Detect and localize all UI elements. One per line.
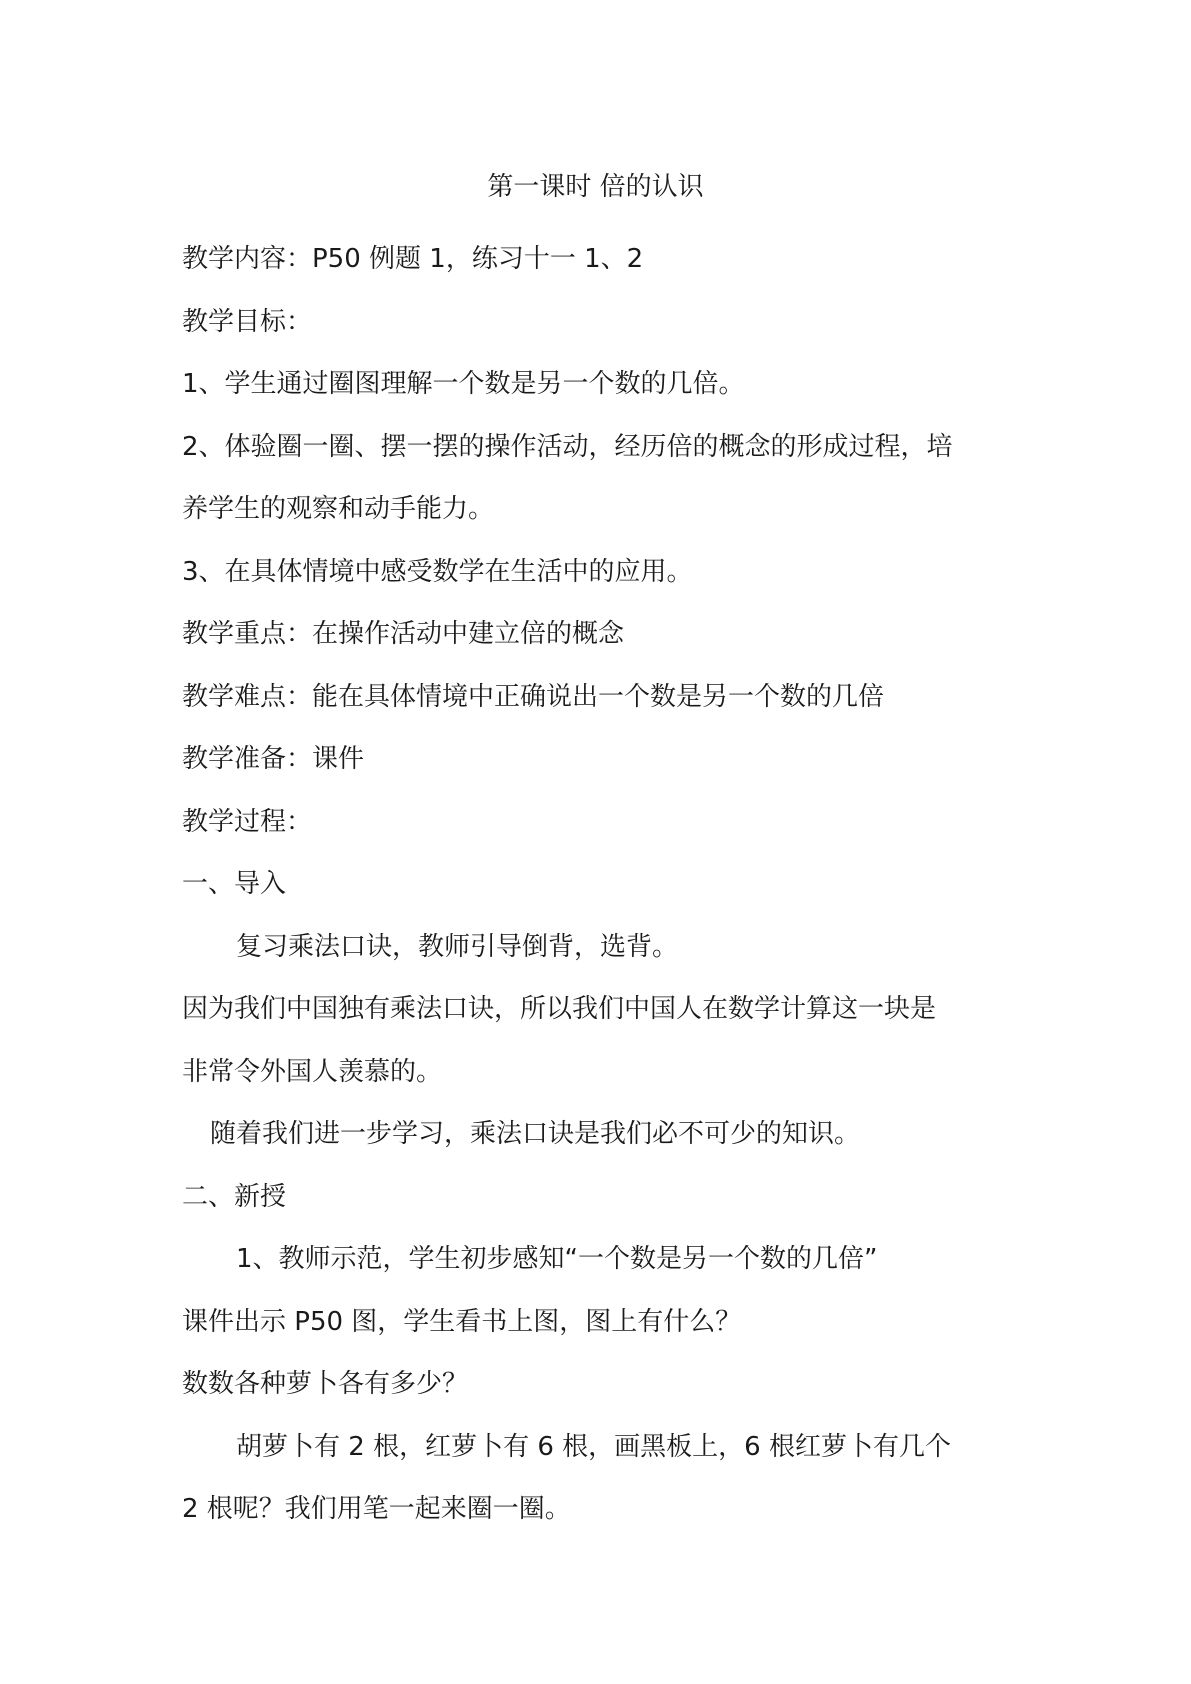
goal-2-continuation-line: 养学生的观察和动手能力。	[182, 494, 495, 524]
carrot-line-2: 2 根呢？我们用笔一起来圈一圈。	[182, 1494, 571, 1524]
teaching-preparation-line: 教学准备：课件	[182, 744, 365, 774]
new-lesson-step-1-line: 1、教师示范，学生初步感知“一个数是另一个数的几倍”	[236, 1244, 878, 1274]
section-1-heading: 一、导入	[182, 869, 287, 899]
goal-1-line: 1、学生通过圈图理解一个数是另一个数的几倍。	[182, 369, 745, 399]
goal-2-line: 2、体验圈一圈、摆一摆的操作活动，经历倍的概念的形成过程，培	[182, 431, 953, 462]
teaching-difficulty-line: 教学难点：能在具体情境中正确说出一个数是另一个数的几倍	[182, 681, 885, 712]
intro-paragraph-line-3: 随着我们进一步学习，乘法口诀是我们必不可少的知识。	[210, 1119, 861, 1149]
count-question-line: 数数各种萝卜各有多少？	[182, 1369, 469, 1399]
carrot-line-1: 胡萝卜有 2 根，红萝卜有 6 根，画黑板上，6 根红萝卜有几个	[236, 1431, 951, 1462]
goal-3-line: 3、在具体情境中感受数学在生活中的应用。	[182, 556, 693, 587]
teaching-goals-heading: 教学目标：	[182, 306, 313, 337]
review-line: 复习乘法口诀，教师引导倒背，选背。	[236, 931, 679, 962]
intro-paragraph-line-1: 因为我们中国独有乘法口诀，所以我们中国人在数学计算这一块是	[182, 994, 937, 1024]
document-title: 第一课时 倍的认识	[487, 172, 704, 202]
teaching-process-heading: 教学过程：	[182, 806, 313, 837]
teaching-content-line: 教学内容：P50 例题 1，练习十一 1、2	[182, 244, 644, 274]
teaching-focus-line: 教学重点：在操作活动中建立倍的概念	[182, 619, 625, 649]
courseware-line: 课件出示 P50 图，学生看书上图，图上有什么？	[182, 1306, 742, 1337]
intro-paragraph-line-2: 非常令外国人羡慕的。	[182, 1056, 443, 1087]
section-2-heading: 二、新授	[182, 1181, 287, 1212]
document-body	[182, 228, 1032, 1541]
